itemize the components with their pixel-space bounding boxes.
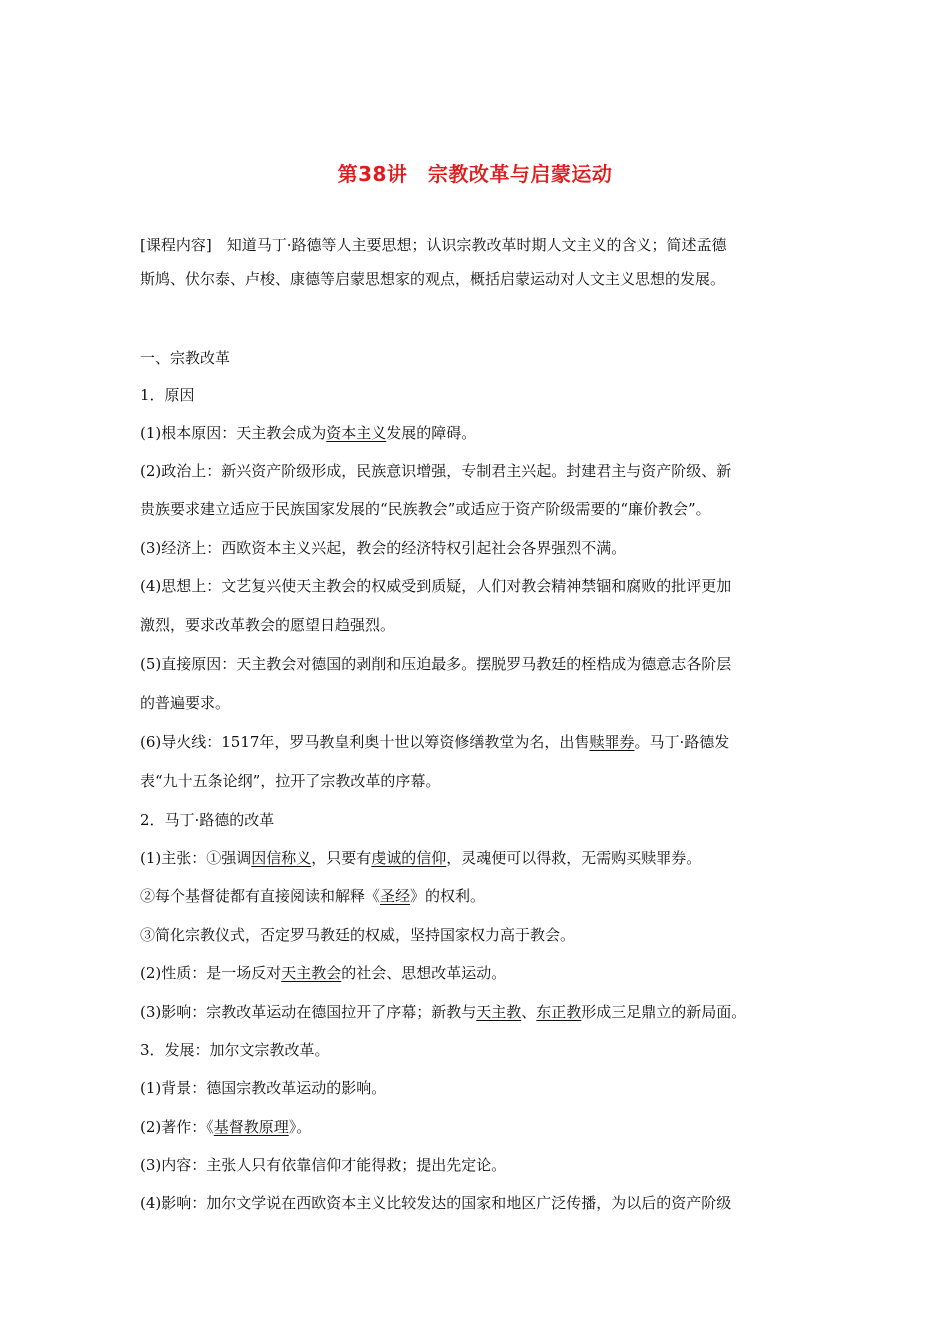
calvin-background: (1)背景：德国宗教改革运动的影响。 [140,1079,387,1097]
cause-5-line-2: 的普遍要求。 [140,694,231,712]
section-heading: 一、宗教改革 [140,349,231,367]
underlined-term: 资本主义 [326,424,387,442]
text: 、 [521,1003,537,1021]
text: ，只要有 [311,849,372,867]
luther-point-2 [140,885,820,906]
cause-6-line-1 [140,731,820,752]
cause-4-line-1: (4)思想上：文艺复兴使天主教会的权威受到质疑，人们对教会精神禁锢和腐败的批评更加 [140,577,732,595]
calvin-content: (3)内容：主张人只有依靠信仰才能得救；提出先定论。 [140,1156,507,1174]
text: (6)导火线：1517年，罗马教皇利奥十世以筹资修缮教堂为名，出售 [140,733,590,751]
intro-line-2: 斯鸠、伏尔泰、卢梭、康德等启蒙思想家的观点，概括启蒙运动对人文主义思想的发展。 [140,270,726,288]
luther-nature [140,962,820,983]
text: 形成三足鼎立的新局面。 [581,1003,747,1021]
cause-4-line-2: 激烈，要求改革教会的愿望日趋强烈。 [140,616,396,634]
text: (1)根本原因：天主教会成为 [140,424,327,442]
cause-2-line-1: (2)政治上：新兴资产阶级形成，民族意识增强，专制君主兴起。封建君主与资产阶级、新 [140,462,732,480]
luther-point-1 [140,847,820,868]
text: ，灵魂便可以得救，无需购买赎罪券。 [446,849,702,867]
calvin-impact: (4)影响：加尔文学说在西欧资本主义比较发达的国家和地区广泛传播，为以后的资产阶级 [140,1194,732,1212]
subsection-luther: 2．马丁·路德的改革 [140,811,275,829]
page-title: 第38讲 宗教改革与启蒙运动 [337,162,613,186]
cause-3: (3)经济上：西欧资本主义兴起，教会的经济特权引起社会各界强烈不满。 [140,539,627,557]
underlined-term: 因信称义 [251,849,312,867]
calvin-work [140,1116,820,1137]
text: ②每个基督徒都有直接阅读和解释《 [140,887,381,905]
text: 》的权利。 [410,887,486,905]
subsection-calvin: 3．发展：加尔文宗教改革。 [140,1041,330,1059]
cause-5-line-1: (5)直接原因：天主教会对德国的剥削和压迫最多。摆脱罗马教廷的桎梏成为德意志各阶层 [140,655,732,673]
text: 。马丁·路德发 [634,733,730,751]
luther-impact [140,1001,820,1022]
underlined-term: 赎罪券 [589,733,635,751]
underlined-term: 天主教 [476,1003,522,1021]
underlined-term: 东正教 [536,1003,582,1021]
luther-point-3: ③简化宗教仪式，否定罗马教廷的权威，坚持国家权力高于教会。 [140,926,576,944]
subsection-causes: 1．原因 [140,386,195,404]
text: (2)性质：是一场反对 [140,964,282,982]
underlined-term: 基督教原理 [213,1118,289,1136]
underlined-term: 天主教会 [281,964,342,982]
text: (1)主张：①强调 [140,849,252,867]
text: 的社会、思想改革运动。 [341,964,507,982]
text: (3)影响：宗教改革运动在德国拉开了序幕；新教与 [140,1003,477,1021]
cause-1 [140,422,820,443]
text: 》。 [288,1118,312,1136]
text: 发展的障碍。 [386,424,477,442]
intro-line-1: [课程内容] 知道马丁·路德等人主要思想；认识宗教改革时期人文主义的含义；简述孟德 [140,236,727,254]
underlined-term: 虔诚的信仰 [371,849,447,867]
text: (2)著作：《 [140,1118,214,1136]
cause-6-line-2: 表“九十五条论纲”，拉开了宗教改革的序幕。 [140,772,441,790]
cause-2-line-2: 贵族要求建立适应于民族国家发展的“民族教会”或适应于资产阶级需要的“廉价教会”。 [140,500,711,518]
underlined-term: 圣经 [380,887,411,905]
